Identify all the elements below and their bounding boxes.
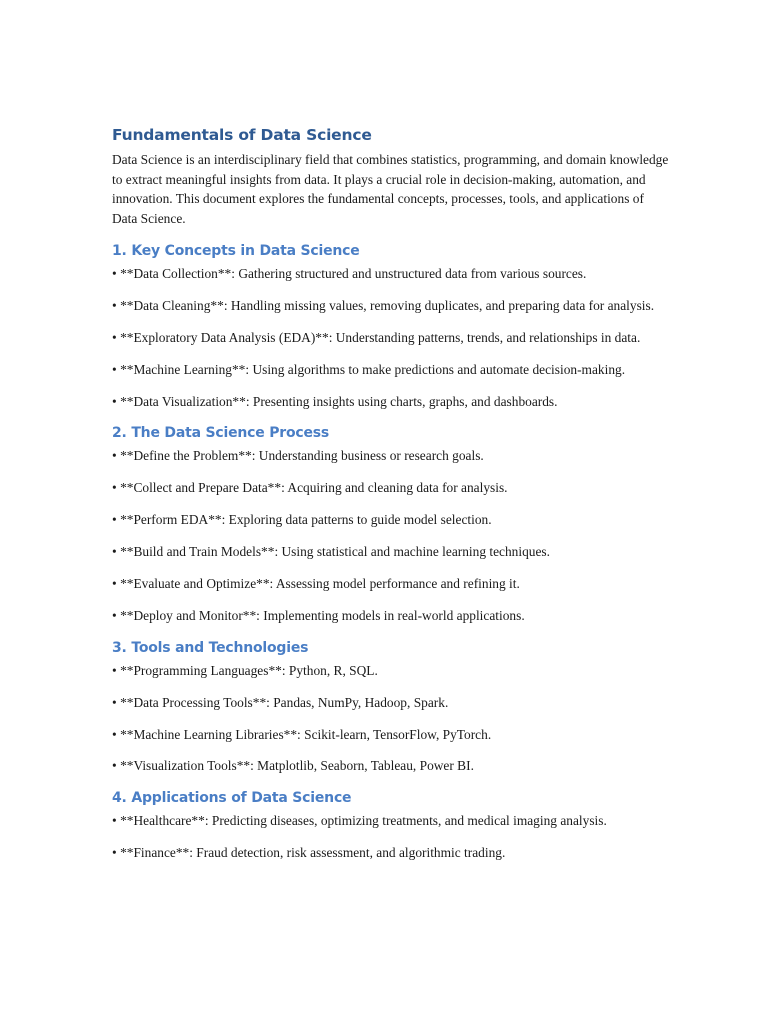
list-item-text: **Visualization Tools**: Matplotlib, Seaborn, Tableau, Power BI.: [120, 758, 474, 774]
bullet-icon: •: [112, 329, 117, 345]
section-heading: 4. Applications of Data Science: [112, 790, 352, 807]
list-item-text: **Healthcare**: Predicting diseases, optimizing treatments, and medical imaging analysis.: [120, 813, 607, 829]
list-item-text: **Data Cleaning**: Handling missing values, removing duplicates, and preparing data for analysis.: [120, 297, 655, 313]
list-item-text: **Finance**: Fraud detection, risk assessment, and algorithmic trading.: [120, 845, 506, 861]
list-item: [112, 510, 672, 529]
list-item: [112, 446, 672, 465]
list-item-text: **Programming Languages**: Python, R, SQL.: [120, 662, 378, 678]
list-item-text: **Machine Learning**: Using algorithms to make predictions and automate decision-making.: [120, 361, 626, 377]
list-item: [112, 542, 672, 561]
list-item: [112, 574, 672, 593]
bullet-icon: •: [112, 576, 117, 592]
bullet-icon: •: [112, 694, 117, 710]
list-item-text: **Collect and Prepare Data**: Acquiring and cleaning data for analysis.: [120, 480, 508, 496]
list-item-text: **Evaluate and Optimize**: Assessing model performance and refining it.: [120, 576, 520, 592]
list-item: [112, 296, 672, 315]
bullet-icon: •: [112, 512, 117, 528]
list-item-text: **Data Collection**: Gathering structured and unstructured data from various sources.: [120, 266, 587, 281]
bullet-icon: •: [112, 544, 117, 560]
list-item: [112, 661, 672, 680]
document-page: [112, 124, 672, 875]
bullet-icon: •: [112, 813, 117, 829]
list-item: [112, 606, 672, 625]
list-item: [112, 264, 672, 283]
list-item-text: **Exploratory Data Analysis (EDA)**: Understanding patterns, trends, and relationships in data.: [120, 329, 641, 345]
list-item-text: **Build and Train Models**: Using statistical and machine learning techniques.: [120, 544, 550, 560]
list-item: [112, 360, 672, 379]
document-title: Fundamentals of Data Science: [112, 126, 372, 144]
list-item: [112, 693, 672, 712]
bullet-icon: •: [112, 845, 117, 861]
list-item: [112, 328, 672, 347]
list-item-text: **Data Processing Tools**: Pandas, NumPy, Hadoop, Spark.: [120, 694, 449, 710]
section-item-list: [112, 446, 672, 625]
section-item-list: [112, 264, 672, 411]
list-item-text: **Machine Learning Libraries**: Scikit-learn, TensorFlow, PyTorch.: [120, 726, 492, 742]
section-heading: 1. Key Concepts in Data Science: [112, 243, 360, 259]
list-item-text: **Define the Problem**: Understanding business or research goals.: [120, 448, 484, 464]
bullet-icon: •: [112, 662, 117, 678]
bullet-icon: •: [112, 758, 117, 774]
list-item: [112, 756, 672, 775]
section-heading: 2. The Data Science Process: [112, 425, 330, 442]
bullet-icon: •: [112, 448, 117, 464]
bullet-icon: •: [112, 607, 117, 623]
list-item: [112, 725, 672, 744]
list-item: [112, 478, 672, 497]
section-item-list: [112, 661, 672, 776]
document-sections: [112, 241, 672, 863]
bullet-icon: •: [112, 297, 117, 313]
bullet-icon: •: [112, 480, 117, 496]
intro-paragraph: Data Science is an interdisciplinary field that combines statistics, programming, and domain knowledge to extract meaningful insights from data. It plays a crucial role in decision-making, automation, and innovation. This document explores the fundamental concepts, processes, tools, and applications of Data Science.: [112, 152, 669, 226]
bullet-icon: •: [112, 393, 117, 409]
list-item-text: **Deploy and Monitor**: Implementing models in real-world applications.: [120, 607, 525, 623]
section-heading: 3. Tools and Technologies: [112, 639, 309, 656]
list-item-text: **Data Visualization**: Presenting insights using charts, graphs, and dashboards.: [120, 393, 558, 409]
list-item: [112, 811, 672, 830]
list-item: [112, 392, 672, 411]
list-item-text: **Perform EDA**: Exploring data patterns to guide model selection.: [120, 512, 492, 528]
bullet-icon: •: [112, 726, 117, 742]
bullet-icon: •: [112, 361, 117, 377]
section-item-list: [112, 811, 672, 862]
list-item: [112, 843, 672, 862]
bullet-icon: •: [112, 266, 117, 281]
